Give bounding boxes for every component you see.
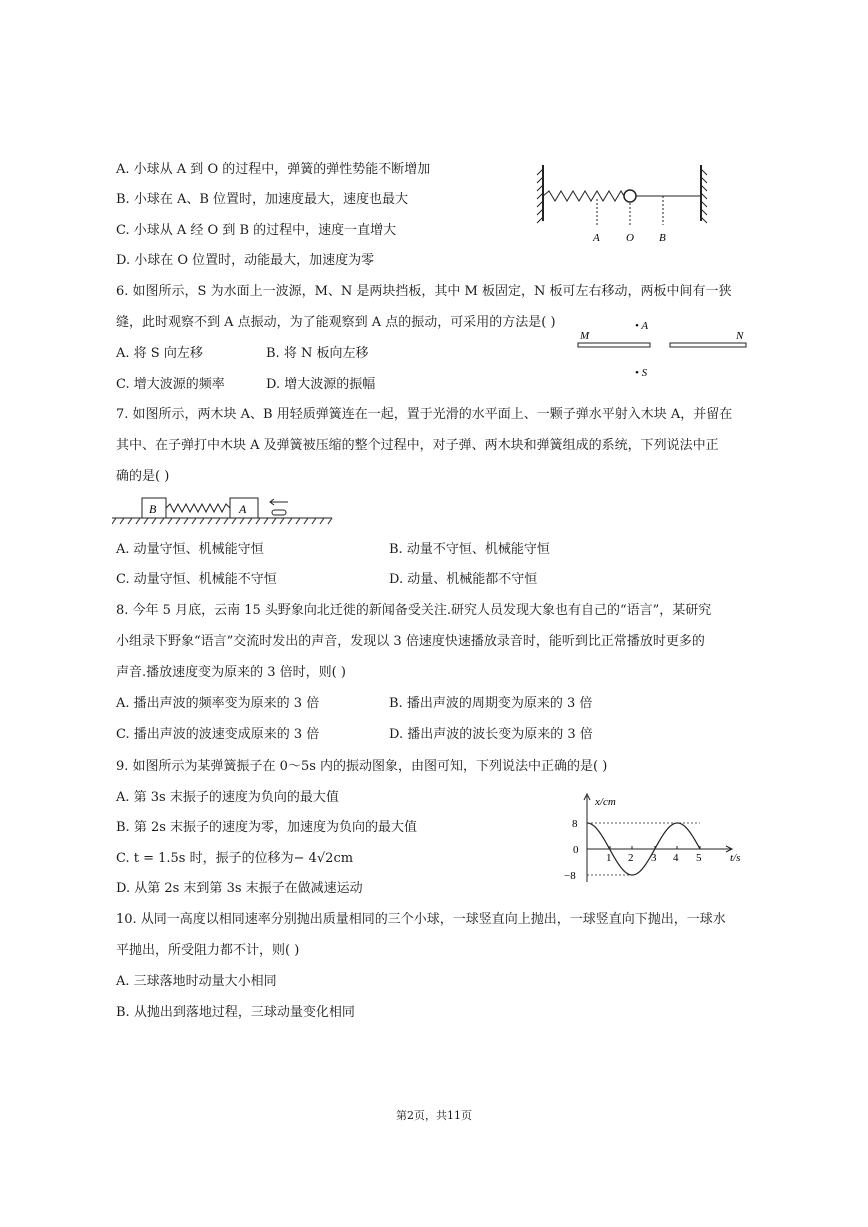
q9-option-c: C. t = 1.5s 时，振子的位移为− 4√2cm — [116, 851, 354, 866]
q7-stem-2: 其中、在子弹打中木块 A 及弹簧被压缩的整个过程中，对子弹、两木块和弹簧组成的系统，下列说法中正 — [116, 438, 719, 453]
spring — [543, 191, 624, 201]
q6-stem-2: 缝，此时观察不到 A 点振动，为了能观察到 A 点的振动，可采用的方法是( ) — [116, 315, 556, 330]
q10-stem-1: 10. 从同一高度以相同速率分别抛出质量相同的三个小球，一球竖直向上抛出，一球竖直向下抛出，一球水 — [116, 912, 726, 927]
q7-option-d: D. 动量、机械能都不守恒 — [389, 572, 538, 587]
q7-option-b: B. 动量不守恒、机械能守恒 — [389, 542, 550, 557]
q10-option-b: B. 从抛出到落地过程，三球动量变化相同 — [116, 1005, 355, 1020]
page-footer: 第2页，共11页 — [396, 1109, 472, 1122]
q5-option-a: A. 小球从 A 到 O 的过程中，弹簧的弹性势能不断增加 — [116, 162, 431, 177]
q8-option-d: D. 播出声波的波长变为原来的 3 倍 — [389, 727, 593, 742]
x-tick-5: 5 — [696, 852, 702, 864]
q6-option-a: A. 将 S 向左移 — [116, 346, 203, 361]
y-axis-label: x/cm — [595, 796, 616, 808]
label-a: • A — [635, 320, 649, 332]
x-tick-4: 4 — [673, 852, 679, 864]
svg-text:B: B — [149, 502, 157, 516]
label-n: N — [736, 330, 744, 342]
q9-option-a: A. 第 3s 末振子的速度为负向的最大值 — [116, 790, 339, 805]
q6-option-c: C. 增大波源的频率 — [116, 377, 225, 392]
q8-stem-2: 小组录下野象“语言”交流时发出的声音，发现以 3 倍速度快速播放录音时，能听到比正常播放时更多的 — [116, 634, 705, 649]
label-b: B — [659, 232, 666, 244]
y-tick-0: 0 — [573, 844, 579, 856]
q5-option-c: C. 小球从 A 经 O 到 B 的过程中，速度一直增大 — [116, 223, 397, 238]
q6-barrier-figure — [572, 318, 757, 384]
label-m: M — [580, 330, 590, 342]
q5-option-d: D. 小球在 O 位置时，动能最大，加速度为零 — [116, 253, 375, 268]
label-a: A — [593, 232, 600, 244]
x-axis-label: t/s — [730, 852, 741, 864]
q6-stem-1: 6. 如图所示，S 为水面上一波源，M、N 是两块挡板，其中 M 板固定，N 板可左右移动，两板中间有一狭 — [116, 284, 732, 299]
q7-option-a: A. 动量守恒、机械能守恒 — [116, 542, 264, 557]
q9-stem: 9. 如图所示为某弹簧振子在 0～5s 内的振动图象，由图可知，下列说法中正确的是( ) — [116, 759, 608, 774]
q8-stem-1: 8. 今年 5 月底，云南 15 头野象向北迁徙的新闻备受关注.研究人员发现大象也有自己的“语言”，某研究 — [116, 603, 712, 618]
plate-m — [578, 343, 650, 347]
x-tick-3: 3 — [651, 852, 657, 864]
svg-text:A: A — [239, 502, 247, 516]
q6-option-b: B. 将 N 板向左移 — [266, 346, 369, 361]
ball — [624, 190, 636, 202]
label-s: • S — [635, 367, 648, 379]
q8-stem-3: 声音.播放速度变为原来的 3 倍时，则( ) — [116, 665, 346, 680]
y-tick-neg8: −8 — [564, 870, 576, 882]
q8-option-a: A. 播出声波的频率变为原来的 3 倍 — [116, 696, 320, 711]
x-tick-1: 1 — [606, 852, 612, 864]
q9-vibration-graph — [560, 790, 750, 886]
q6-option-d: D. 增大波源的振幅 — [266, 377, 376, 392]
q8-option-b: B. 播出声波的周期变为原来的 3 倍 — [389, 696, 593, 711]
q7-stem-3: 确的是( ) — [116, 469, 170, 484]
q9-option-b: B. 第 2s 末振子的速度为零，加速度为负向的最大值 — [116, 820, 418, 835]
y-tick-8: 8 — [572, 818, 578, 830]
q5-option-b: B. 小球在 A、B 位置时，加速度最大，速度也最大 — [116, 192, 409, 207]
bullet — [272, 510, 286, 515]
q8-option-c: C. 播出声波的波速变成原来的 3 倍 — [116, 727, 320, 742]
q7-blocks-figure — [112, 496, 334, 526]
q5-spring-figure — [535, 163, 715, 245]
q7-option-c: C. 动量守恒、机械能不守恒 — [116, 572, 277, 587]
q7-stem-1: 7. 如图所示，两木块 A、B 用轻质弹簧连在一起，置于光滑的水平面上、一颗子弹水平射入木块 A，并留在 — [116, 407, 733, 422]
spring — [166, 504, 230, 512]
plate-n — [670, 343, 746, 347]
q9-option-d: D. 从第 2s 末到第 3s 末振子在做减速运动 — [116, 881, 363, 896]
x-tick-2: 2 — [628, 852, 634, 864]
q10-stem-2: 平抛出，所受阻力都不计，则( ) — [116, 943, 300, 958]
label-o: O — [626, 232, 634, 244]
q10-option-a: A. 三球落地时动量大小相同 — [116, 974, 277, 989]
